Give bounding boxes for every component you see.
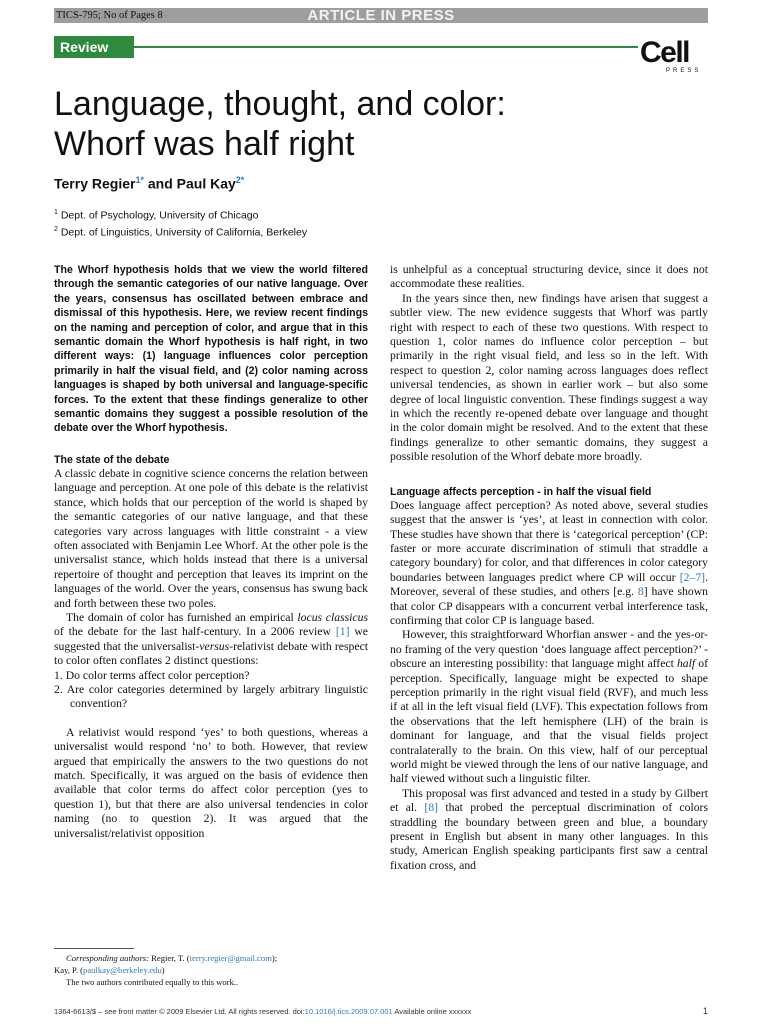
email-link[interactable]: paulkay@berkeley.edu — [83, 965, 162, 975]
reference-link[interactable]: [8] — [424, 801, 439, 815]
paragraph: A relativist would respond ‘yes’ to both questions, whereas a universalist would respond ‘no’ to both. However, that review argued that empirically the answers to the two questions do not match. Specifically, it was argued on the basis of evidence then available that color terms do affect color perception (yes to question 1), but that there are also universal tendencies in color naming (no to question 2). It was argued that the universalist/relativist opposition — [54, 725, 368, 840]
list-item: 2. Are color categories determined by largely arbitrary linguistic convention? — [54, 682, 368, 711]
header-rule — [134, 46, 638, 48]
affiliation-1 — [54, 206, 307, 223]
footnote — [54, 948, 368, 988]
footnote-rule — [54, 948, 134, 949]
affil-2-num: 2 — [54, 225, 58, 233]
author-2-sup: 2* — [235, 175, 245, 185]
doi-link[interactable]: 10.1016/j.tics.2009.07.001 — [304, 1007, 393, 1016]
left-column — [54, 263, 368, 841]
article-in-press-banner: ARTICLE IN PRESS — [307, 7, 455, 24]
title-line-2: Whorf was half right — [54, 125, 355, 163]
abstract: The Whorf hypothesis holds that we view the world filtered through the semantic categories of our native language. Over the years, consensus has oscillated between embrace and dismissal of this hypothesis. Here, we review recent findings on the naming and perception of color, and argue that in this semantic domain the Whorf hypothesis is half right, in two different ways: (1) language influences color perception primarily in half the visual field, and (2) color naming across languages is shaped by both universal and language-specific forces. To the extent that these findings generalize to other semantic domains they suggest a possible resolution of the debate over the Whorf hypothesis. — [54, 264, 368, 435]
paragraph: is unhelpful as a conceptual structuring device, since it does not accommodate these realities. — [390, 263, 708, 291]
cell-press-logo — [640, 38, 708, 78]
reference-link[interactable]: [1] — [335, 625, 350, 639]
title-line-1: Language, thought, and color: — [54, 85, 506, 123]
author-and: and — [143, 175, 177, 192]
paragraph: This proposal was first advanced and tested in a study by Gilbert et al. [8] that probed the perceptual discrimination of colors straddling the boundary between green and blue, a boundary present in English but absent in many other languages. In this study, American English speaking participants first saw a central fixation cross, and — [390, 786, 708, 872]
author-2: Paul Kay — [176, 175, 236, 192]
logo-subtext: PRESS — [666, 68, 702, 74]
right-column — [390, 263, 708, 873]
page-footer — [54, 1007, 708, 1016]
reference-link[interactable]: [2–7] — [679, 570, 706, 584]
question-list — [54, 669, 368, 712]
available-online: Available online xxxxxx — [392, 1007, 472, 1016]
paragraph: The domain of color has furnished an empirical locus classicus of the debate for the last half-century. In a 2006 review [1] we suggested that the universalist-versus-relativist debate with respect to color often conflates 2 distinct questions: — [54, 610, 368, 668]
section-badge: Review — [54, 36, 134, 58]
affiliations — [54, 206, 307, 239]
affil-1-text: Dept. of Psychology, University of Chicago — [57, 209, 259, 222]
paragraph: A classic debate in cognitive science concerns the relation between language and perception. At one pole of this debate is the relativist stance, which holds that our perception of the world is shaped by the semantic categories of our native language, and that these categories vary across languages with little constraint - a view often associated with Benjamin Lee Whorf. At the other pole is the universalist stance, which holds instead that there is a universal repertoire of thought and perception that leaves its imprint on the languages of the world. Over the years, consensus has swung back and forth between these two poles. — [54, 466, 368, 610]
paragraph: However, this straightforward Whorfian answer - and the yes-or-no framing of the very question ‘does language affect perception?’ - obscure an interesting possibility: that language might affect half of perception. Specifically, language might be expected to shape perception primarily in the right visual field (RVF), and much less if at all in the left visual field (LVF). This expectation follows from the observations that the left hemisphere (LH) of the brain is dominant for language, and that the visual fields project contralaterally to the brain. On this view, half of our perceptual world might be viewed through the lens of our native language, and half viewed without such a linguistic filter. — [390, 628, 708, 786]
email-link[interactable]: terry.regier@gmail.com — [189, 953, 272, 963]
affil-2-text: Dept. of Linguistics, University of California, Berkeley — [57, 226, 308, 238]
section-heading-state: The state of the debate — [54, 453, 170, 466]
journal-code: TICS-795; No of Pages 8 — [56, 10, 163, 21]
footnote-line: The two authors contributed equally to this work.. — [66, 977, 239, 987]
footnote-line: Corresponding authors: Regier, T. (terry.regier@gmail.com); — [66, 953, 278, 963]
list-item: 1. Do color terms affect color perception? — [54, 668, 250, 682]
article-title — [54, 84, 694, 164]
logo-text: Cell — [640, 36, 690, 69]
affiliation-2 — [54, 223, 307, 240]
footnote-line: Kay, P. (paulkay@berkeley.edu) — [54, 965, 165, 975]
issn-text: 1364-6613/$ – see front matter © 2009 Elsevier Ltd. All rights reserved. doi: — [54, 1007, 305, 1016]
paragraph: Does language affect perception? As noted above, several studies suggest that the answer is ‘yes’, at least in connection with color. These studies have shown that there is ‘categorical perception’ (CP: faster or more accurate discrimination of stimuli that straddle a category boundary) for color, and that differences in color category boundaries between languages predict where CP will occur [2–7]. Moreover, several of these studies, and others [e.g. 8] have shown that color CP disappears with a concurrent verbal interference task, confirming that color CP is language based. — [390, 498, 708, 627]
author-1: Terry Regier — [54, 175, 136, 192]
section-heading-perception: Language affects perception - in half the visual field — [390, 485, 652, 498]
paragraph: In the years since then, new findings have arisen that suggest a subtler view. The new evidence suggests that Whorf was partly right with respect to each of these two questions. With respect to question 1, color names do influence color perception – but primarily in the right visual field, and less so in the left. With respect to question 2, color naming across languages does reflect universal tendencies, as shown in earlier work – but also some degree of local linguistic convention. These findings suggest a way in which the recently re-opened debate over language and thought in the color domain might be resolved. And to the extent that these findings generalize to other semantic domains, they suggest a possible resolution of the Whorf debate more broadly. — [390, 291, 708, 464]
author-1-sup: 1* — [135, 175, 144, 185]
author-list — [54, 175, 244, 192]
affil-1-num: 1 — [54, 209, 58, 216]
reference-link[interactable]: 8 — [637, 585, 644, 599]
top-banner — [54, 8, 708, 23]
page-number: 1 — [702, 1006, 708, 1016]
